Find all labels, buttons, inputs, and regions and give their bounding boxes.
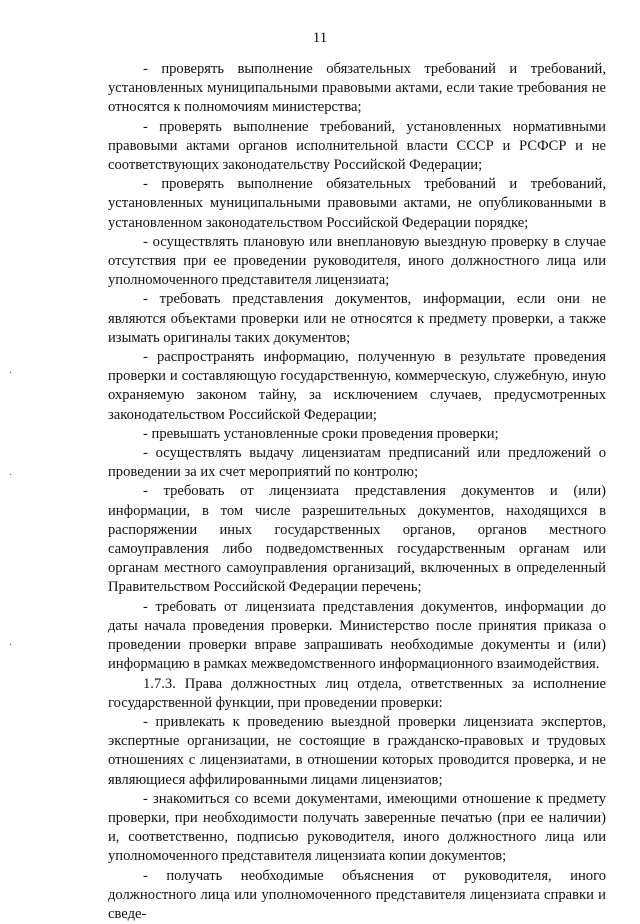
paragraph: - требовать от лицензиата представления документов, информации до даты начала проведения проверки. Министерство после принятия приказа о проведении проверки вправе запрашивать необходимые документы и (или) информацию в рамках межведомственного информационного взаимодействия. [108, 598, 606, 673]
paragraph: - проверять выполнение обязательных требований и требований, установленных муниципальными правовыми актами, не опубликованными в установленном законодательством Российской Федерации порядке; [108, 176, 606, 231]
margin-mark: · [9, 470, 13, 481]
paragraph: - проверять выполнение требований, установленных нормативными правовыми актами органов исполнительной власти СССР и РСФСР и не соответствующих законодательству Российской Федерации; [108, 118, 606, 174]
paragraph: - требовать от лицензиата представления документов и (или) информации, в том числе разрешительных документов, находящихся в распоряжении иных государственных органов, органов местного самоуправления либо подведомственных государственным органам или органам местного самоуправления организаций, включенных в определенный Правительством Российской Федерации перечень; [108, 483, 606, 596]
margin-mark: · [9, 368, 13, 379]
margin-mark: · [9, 640, 13, 651]
paragraph: - привлекать к проведению выездной проверки лицензиата экспертов, экспертные организации, не состоящие в гражданско-правовых и трудовых отношениях с лицензиатами, в отношении которых проводится проверка, и не являющиеся аффилированными лицами лицензиатов; [108, 713, 606, 788]
paragraph: - превышать установленные сроки проведения проверки; [143, 425, 499, 442]
paragraph: - знакомиться со всеми документами, имеющими отношение к предмету проверки, при необходимости получать заверенные печатью (при ее наличии) и, соответственно, подписью руководителя, иного должностного лица или уполномоченного представителя лицензиата копии документов; [108, 790, 606, 865]
document-body [108, 60, 606, 924]
paragraph: - осуществлять выдачу лицензиатам предписаний или предложений о проведении за их счет мероприятий по контролю; [108, 445, 606, 481]
section-heading: 1.7.3. Права должностных лиц отдела, ответственных за исполнение государственной функции, при проведении проверки: [108, 675, 606, 711]
page-number: 11 [312, 30, 328, 46]
paragraph: - распространять информацию, полученную в результате проведения проверки и составляющую государственную, коммерческую, служебную, иную охраняемую законом тайну, за исключением случаев, предусмотренных законодательством Российской Федерации; [108, 349, 606, 423]
paragraph: - требовать представления документов, информации, если они не являются объектами проверки или не относятся к предмету проверки, а также изымать оригиналы таких документов; [108, 291, 606, 346]
paragraph: - проверять выполнение обязательных требований и требований, установленных муниципальными правовыми актами, если такие требования не относятся к полномочиям министерства; [108, 61, 606, 116]
paragraph: - осуществлять плановую или внеплановую выездную проверку в случае отсутствия при ее проведении руководителя, иного должностного лица или уполномоченного представителя лицензиата; [108, 233, 606, 289]
paragraph: - получать необходимые объяснения от руководителя, иного должностного лица или уполномоченного представителя лицензиата справки и сведе- [108, 867, 606, 922]
